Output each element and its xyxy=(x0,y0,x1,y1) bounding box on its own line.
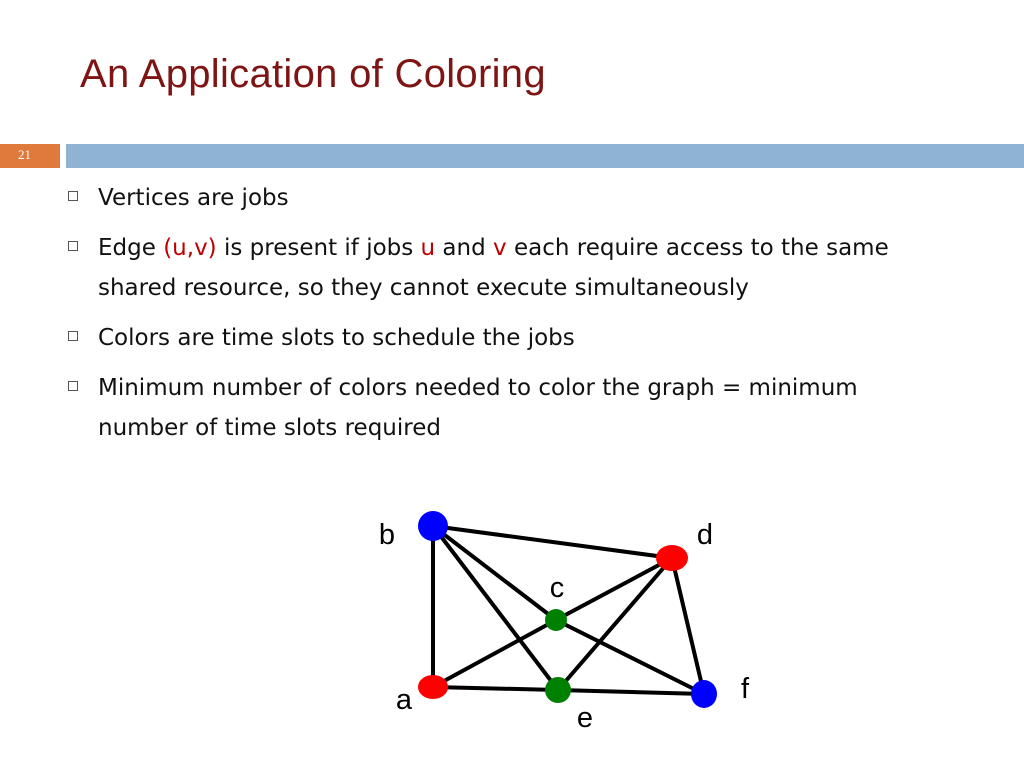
graph-edge-d-f xyxy=(672,558,704,694)
bullet-text: is present if jobs xyxy=(216,235,421,261)
slide-title: An Application of Coloring xyxy=(80,52,546,96)
bullet-square-icon xyxy=(68,241,78,251)
bullet-list xyxy=(68,178,948,458)
bullet-text: and xyxy=(435,235,494,261)
graph-edge-a-e xyxy=(433,687,558,690)
bullet-text: Vertices are jobs xyxy=(98,185,289,211)
bullet-item xyxy=(68,368,948,448)
graph-vertex-b xyxy=(418,511,448,541)
bullet-square-icon xyxy=(68,331,78,341)
bullet-square-icon xyxy=(68,191,78,201)
bullet-text: Colors are time slots to schedule the jobs xyxy=(98,325,575,351)
bullet-square-icon xyxy=(68,381,78,391)
graph-edge-c-d xyxy=(556,558,672,620)
graph-vertex-f xyxy=(691,680,717,708)
graph-vertex-label-f: f xyxy=(740,673,750,705)
graph-vertex-label-c: c xyxy=(549,572,565,604)
highlighted-term: v xyxy=(493,235,507,261)
header-bar xyxy=(66,144,1024,168)
graph-vertex-label-e: e xyxy=(576,702,594,734)
graph-vertex-label-a: a xyxy=(395,684,413,716)
bullet-item xyxy=(68,178,948,218)
highlighted-term: u xyxy=(420,235,436,261)
graph-vertex-d xyxy=(656,545,688,571)
graph-edge-e-f xyxy=(558,690,704,694)
graph-vertex-label-d: d xyxy=(696,519,714,551)
bullet-item xyxy=(68,228,948,308)
graph-edge-a-c xyxy=(433,620,556,687)
graph-vertex-c xyxy=(545,609,567,631)
graph-vertex-label-b: b xyxy=(378,519,396,551)
coloring-graph xyxy=(360,505,780,745)
bullet-item xyxy=(68,318,948,358)
graph-svg xyxy=(360,505,780,745)
bullet-text: each require access to the same shared resource, so they cannot execute simultaneously xyxy=(98,235,889,301)
highlighted-term: (u,v) xyxy=(163,235,217,261)
bullet-text: Minimum number of colors needed to color the graph = minimum number of time slots required xyxy=(98,375,858,441)
graph-vertex-a xyxy=(418,675,448,699)
graph-edge-c-f xyxy=(556,620,704,694)
graph-vertex-e xyxy=(545,677,571,703)
slide-number: 21 xyxy=(18,147,31,162)
bullet-text: Edge xyxy=(98,235,164,261)
